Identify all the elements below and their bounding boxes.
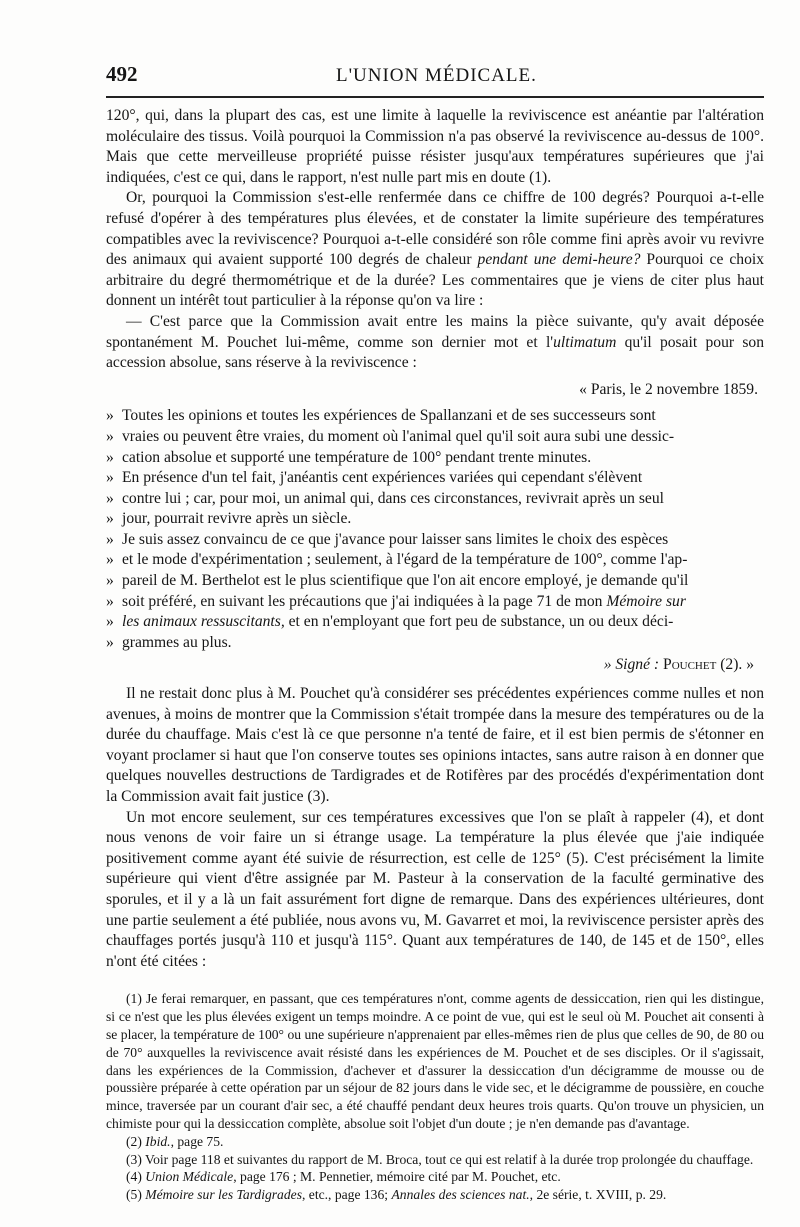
quote-text-part: soit préféré, en suivant les précautions que j'ai indiquées à la page 71 de mon	[122, 592, 603, 610]
paragraph-4: Il ne restait donc plus à M. Pouchet qu'à considérer ses précédentes expériences comme nulles et non avenues, à moins de montrer que la Commission s'était trompée dans la mesure des températures ou de la durée du chauffage. Mais c'est là ce que personne n'a tenté de faire, et il est bien permis de s'étonner en voyant proclamer si haut que l'on conserve toutes ses opinions intactes, sans autre raison à en donner que quelques nouvelles destructions de Tardigrades et de Rotifères par des procédés d'expérimentation dont la Commission avait fait justice (3).	[106, 685, 764, 805]
quote-text: pareil de M. Berthelot est le plus scientifique que l'on ait encore employé, je demande qu'il	[122, 572, 689, 590]
header-rule	[106, 96, 764, 98]
footnote-2-number: (2)	[126, 1133, 142, 1149]
quote-mark: »	[106, 530, 114, 548]
footnote-4-number: (4)	[126, 1169, 142, 1185]
quote-text: jour, pourrait revivre après un siècle.	[122, 510, 352, 528]
quote-line	[106, 571, 764, 592]
footnote-2-text: , page 75.	[170, 1133, 224, 1149]
footnote-5-italic-2: Annales des sciences nat.	[391, 1187, 530, 1203]
quote-line	[106, 633, 764, 654]
quote-mark: »	[106, 551, 114, 569]
running-head: L'UNION MÉDICALE.	[336, 65, 537, 86]
quote-text: contre lui ; car, pour moi, un animal qui, dans ces circonstances, revivrait après un seul	[122, 489, 664, 507]
quote-line	[106, 468, 764, 489]
quote-mark: »	[106, 613, 114, 631]
quote-mark: »	[106, 572, 114, 590]
paragraph-2-text-b: Pourquoi ce choix arbitraire du degré thermométrique et de la durée? Les commentaires que je viens de citer plus haut donnent un intérêt tout particulier à la réponse qu'on va lire :	[106, 251, 765, 310]
quote-line	[106, 530, 764, 551]
quote-italic: les animaux ressuscitants,	[122, 613, 285, 631]
footnote-4	[106, 1168, 764, 1186]
quote-line	[106, 448, 764, 469]
paragraph-1: 120°, qui, dans la plupart des cas, est une limite à laquelle la reviviscence est anéantie par l'altération moléculaire des tissus. Voilà pourquoi la Commission n'a pas observé la reviviscence au-dessus de 100°. Mais que cette merveilleuse propriété puisse résister jusqu'aux températures supérieures que j'ai indiquées, c'est ce qui, dans le rapport, n'est nulle part mis en doute (1).	[106, 107, 764, 186]
paragraph-3-italic: ultimatum	[553, 333, 617, 351]
quote-mark: »	[106, 592, 114, 610]
quoted-letter	[106, 406, 764, 676]
footnote-2-italic: Ibid.	[145, 1133, 171, 1149]
quote-text	[122, 612, 764, 633]
quote-line	[106, 592, 764, 613]
quote-mark: »	[106, 489, 114, 507]
paragraph-2-italic: pendant une demi-heure?	[477, 251, 641, 269]
quote-line	[106, 406, 764, 427]
letter-dateline: « Paris, le 2 novembre 1859.	[579, 380, 758, 398]
footnote-4-text: , page 176 ; M. Pennetier, mémoire cité par M. Pouchet, etc.	[233, 1169, 561, 1185]
quote-line	[106, 427, 764, 448]
quote-text: cation absolue et supporté une température de 100° pendant trente minutes.	[122, 448, 592, 466]
quote-text: Toutes les opinions et toutes les expériences de Spallanzani et de ses successeurs sont	[122, 407, 656, 425]
paragraph-3	[106, 312, 764, 374]
paragraph-3-text-b: qu'il posait pour son accession absolue, sans réserve à la reviviscence :	[106, 333, 764, 372]
quote-italic: Mémoire sur	[606, 592, 686, 610]
footnote-5-italic: Mémoire sur les Tardigrades	[145, 1187, 302, 1203]
quote-line	[106, 509, 764, 530]
quote-mark: »	[106, 469, 114, 487]
quote-text: et le mode d'expérimentation ; seulement, à l'égard de la température de 100°, comme l'ap-	[122, 551, 688, 569]
page-number: 492	[106, 62, 138, 86]
footnote-2	[106, 1133, 764, 1151]
footnote-5	[106, 1186, 764, 1204]
paragraph-2	[106, 188, 764, 312]
footnotes	[106, 990, 764, 1204]
quote-text: grammes au plus.	[122, 633, 232, 651]
main-text	[106, 106, 764, 972]
signature-name: Pouchet	[663, 656, 717, 674]
quote-mark: »	[106, 407, 114, 425]
quote-mark: »	[106, 633, 114, 651]
quote-text-part: et en n'employant que fort peu de substance, un ou deux déci-	[284, 613, 674, 631]
signature-prefix: » Signé :	[603, 656, 660, 674]
quote-line	[106, 550, 764, 571]
footnote-5-text-2: , 2e série, t. XVIII, p. 29.	[529, 1187, 667, 1203]
quote-mark: »	[106, 427, 114, 445]
footnote-3: (3) Voir page 118 et suivantes du rapport de M. Broca, tout ce qui est relatif à la durée trop prolongée du chauffage.	[126, 1151, 754, 1167]
quote-line	[106, 612, 764, 633]
quote-text: En présence d'un tel fait, j'anéantis cent expériences variées qui cependant s'élèvent	[122, 469, 643, 487]
quote-mark: »	[106, 448, 114, 466]
quote-mark: »	[106, 510, 114, 528]
paragraph-3-text-a: — C'est parce que la Commission avait entre les mains la pièce suivante, qu'y avait déposée spontanément M. Pouchet lui-même, comme son dernier mot et l'	[106, 312, 764, 351]
signature-suffix: (2). »	[720, 656, 754, 674]
footnote-1: (1) Je ferai remarquer, en passant, que ces températures n'ont, comme agents de dessiccation, rien qui les distingue, si ce n'est que les plus élevées exigent un temps moindre. A ce point de vue, qui est le seul où M. Pouchet ait consenti à se placer, la température de 100° ou une supérieure n'apprenaient par elles-mêmes rien de plus que celles de 90, de 80 ou de 70° auxquelles la reviviscence avait résisté dans les expériences de M. Pouchet et de ses disciples. Or il s'agissait, dans les expériences de la Commission, d'achever et d'assurer la dessiccation d'un décigramme de mousse ou de poussière préparée à cette opération par un séjour de 82 jours dans le vide sec, et le décigramme de poussière, en couche mince, traversée par un courant d'air sec, a été chauffé pendant deux heures trois quarts. Qu'on trouve un physicien, un chimiste pour qui la dessiccation complète, absolue soit l'objet d'un doute ; je n'en demande pas d'avantage.	[106, 991, 764, 1131]
page-header	[106, 62, 764, 92]
quote-text	[122, 592, 764, 613]
footnote-5-number: (5)	[126, 1187, 142, 1203]
signature	[106, 655, 764, 676]
quote-line	[106, 489, 764, 510]
footnote-4-italic: Union Médicale	[145, 1169, 234, 1185]
quote-text: vraies ou peuvent être vraies, du moment où l'animal quel qu'il soit aura subi une dessic-	[122, 427, 675, 445]
paragraph-2-text-a: Or, pourquoi la Commission s'est-elle renfermée dans ce chiffre de 100 degrés? Pourquoi a-t-elle refusé d'opérer à des températures plus élevées, et de constater la limite supérieure des températures compatibles avec la reviviscence? Pourquoi a-t-elle considéré son rôle comme fini après avoir vu revivre des animaux qui avaient supporté 100 degrés de chaleur	[106, 189, 764, 269]
footnote-5-text: , etc., page 136;	[301, 1187, 389, 1203]
paragraph-5: Un mot encore seulement, sur ces températures excessives que l'on se plaît à rappeler (4), et dont nous venons de voir faire un si étrange usage. La température la plus élevée que j'aie indiquée positivement comme ayant été suivie de résurrection, est celle de 125° (5). C'est précisément la limite supérieure qui vient d'être assignée par M. Pasteur à la conservation de la faculté germinative des sporules, et il y a là un fait assurément fort digne de remarque. Dans des expériences ultérieures, dont une partie seulement a été publiée, nous avons vu, M. Gavarret et moi, la reviviscence persister après des chauffages portés jusqu'à 110 et jusqu'à 115°. Quant aux températures de 140, de 145 et de 150°, elles n'ont été citées :	[106, 808, 764, 970]
quote-text: Je suis assez convaincu de ce que j'avance pour laisser sans limites le choix des espèces	[122, 530, 669, 548]
